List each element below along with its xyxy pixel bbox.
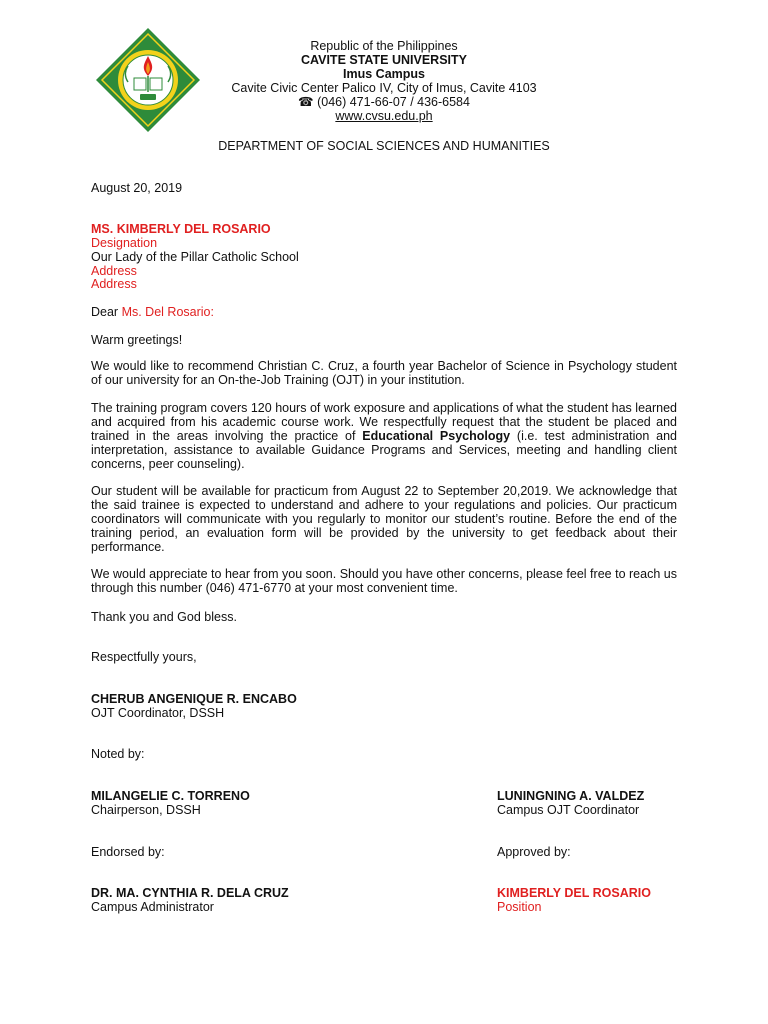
noted1-title: Chairperson, DSSH — [91, 803, 201, 817]
letter-date: August 20, 2019 — [91, 181, 183, 195]
greeting: Warm greetings! — [91, 333, 183, 347]
header-phone-number: (046) 471-66-07 / 436-6584 — [317, 95, 470, 109]
noted-by-label: Noted by: — [91, 747, 145, 761]
recipient-name: MS. KIMBERLY DEL ROSARIO — [91, 222, 271, 236]
recipient-school: Our Lady of the Pillar Catholic School — [91, 250, 299, 264]
website-link[interactable]: www.cvsu.edu.ph — [335, 109, 433, 123]
paragraph-2-emphasis: Educational Psychology — [362, 428, 511, 443]
paragraph-2-text-b: (i.e. test administration and interpretation, assistance to available Guidance Programs and Services, meeting and handling client concerns, peer counseling). — [91, 428, 678, 471]
recipient-designation: Designation — [91, 236, 158, 250]
paragraph-4: We would appreciate to hear from you soon. Should you have other concerns, please feel free to reach us through this number (046) 471-6770 at your most convenient time. — [91, 567, 677, 595]
paragraph-1: We would like to recommend Christian C. Cruz, a fourth year Bachelor of Science in Psychology student of our university for an On-the-Job Training (OJT) in your institution. — [91, 359, 677, 387]
approved-by-label: Approved by: — [497, 845, 571, 859]
endorser-name: DR. MA. CYNTHIA R. DELA CRUZ — [91, 886, 289, 900]
noted1-name: MILANGELIE C. TORRENO — [91, 789, 250, 803]
salutation-prefix: Dear — [91, 305, 122, 319]
paragraph-2 — [91, 402, 677, 472]
closing: Respectfully yours, — [91, 650, 197, 664]
salutation — [91, 305, 214, 319]
sender-name: CHERUB ANGENIQUE R. ENCABO — [91, 692, 297, 706]
header-campus: Imus Campus — [343, 67, 425, 81]
approver-title: Position — [497, 900, 542, 914]
paragraph-3: Our student will be available for practicum from August 22 to September 20,2019. We acknowledge that the said trainee is expected to understand and adhere to your regulations and policies. Our practicum coordinators will communicate with you regularly to monitor our student’s routine. Before the end of the training period, an evaluation form will be provided by the university to get feedback about their performance. — [91, 484, 677, 554]
header-website-row — [184, 109, 584, 123]
header-republic: Republic of the Philippines — [310, 39, 458, 53]
header-university: CAVITE STATE UNIVERSITY — [301, 53, 467, 67]
recipient-address-2: Address — [91, 277, 137, 291]
noted2-title: Campus OJT Coordinator — [497, 803, 640, 817]
recipient-address-1: Address — [91, 264, 137, 278]
header-phone — [184, 95, 584, 109]
phone-icon: ☎ — [298, 95, 314, 109]
closing-thanks: Thank you and God bless. — [91, 610, 237, 624]
header-address: Cavite Civic Center Palico IV, City of Imus, Cavite 4103 — [231, 81, 537, 95]
endorsed-by-label: Endorsed by: — [91, 845, 165, 859]
department-title: DEPARTMENT OF SOCIAL SCIENCES AND HUMANITIES — [218, 139, 550, 153]
noted2-name: LUNINGNING A. VALDEZ — [497, 789, 645, 803]
salutation-name: Ms. Del Rosario: — [121, 305, 214, 319]
paragraph-2-text-a: The training program covers 120 hours of work exposure and applications of what the student has learned and acquired from his academic course work. We respectfully request that the student be placed and trained in the areas involving the practice of — [91, 401, 677, 443]
approver-name: KIMBERLY DEL ROSARIO — [497, 886, 651, 900]
endorser-title: Campus Administrator — [91, 900, 214, 914]
sender-title: OJT Coordinator, DSSH — [91, 706, 225, 720]
